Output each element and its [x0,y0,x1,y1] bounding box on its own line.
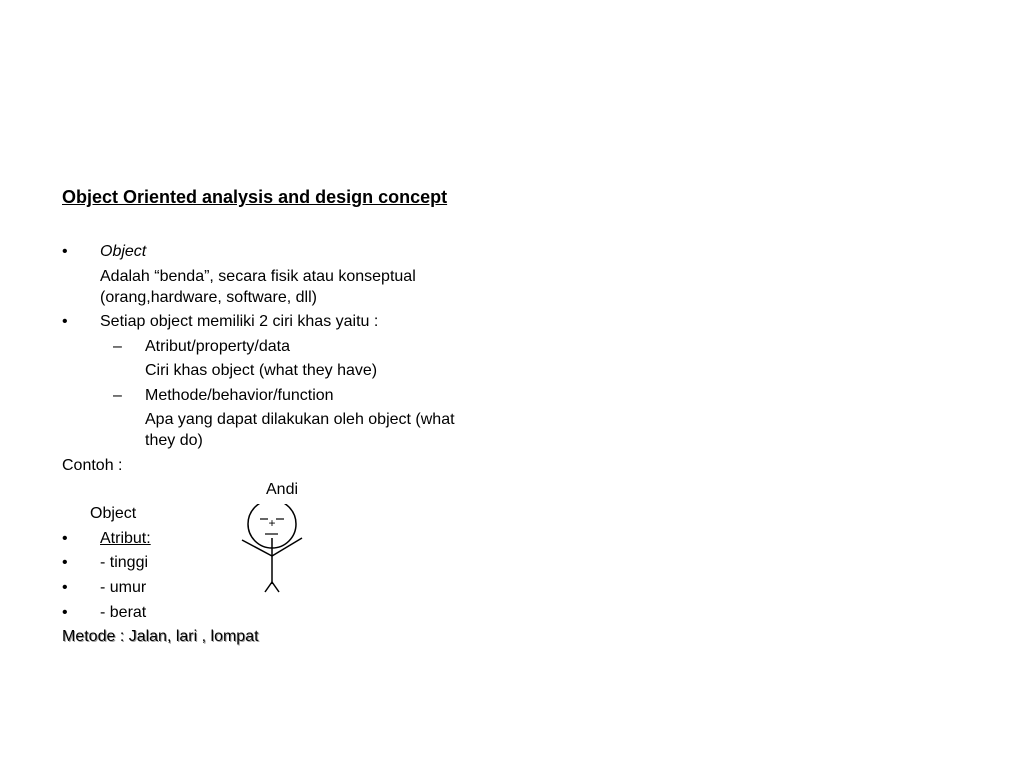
bullet-marker: • [62,530,68,547]
stick-figure-icon [236,504,308,596]
methods-line: Metode : Jalan, lari , lompat [62,628,259,645]
method-label: Methode/behavior/function [145,387,334,404]
object-desc-line2: (orang,hardware, software, dll) [100,289,317,306]
figure-right-leg [272,582,279,592]
slide-title: Object Oriented analysis and design concept [62,187,448,207]
bullet-marker: • [62,243,68,260]
bullet-marker: • [62,604,68,621]
object-term: Object [100,243,147,260]
attr-label: Atribut/property/data [145,338,290,355]
bullet-marker: • [62,554,68,571]
attr-item-tinggi: - tinggi [100,554,149,571]
example-name: Andi [266,481,299,498]
example-object-label: Object [90,505,137,522]
attr-item-umur: - umur [100,579,147,596]
bullet-marker: • [62,579,68,596]
attr-item-berat: - berat [100,604,147,621]
figure-left-leg [265,582,272,592]
attr-heading: Atribut: [100,530,151,547]
object-desc-line1: Adalah “benda”, secara fisik atau konseptual [100,268,416,285]
dash-marker: – [113,338,122,355]
bullet-marker: • [62,313,68,330]
traits-intro: Setiap object memiliki 2 ciri khas yaitu : [100,313,379,330]
figure-nose: + [268,516,276,530]
method-desc-line2: they do) [145,432,203,449]
dash-marker: – [113,387,122,404]
example-label: Contoh : [62,457,123,474]
attr-desc: Ciri khas object (what they have) [145,362,378,379]
method-desc-line1: Apa yang dapat dilakukan oleh object (what [145,411,455,428]
